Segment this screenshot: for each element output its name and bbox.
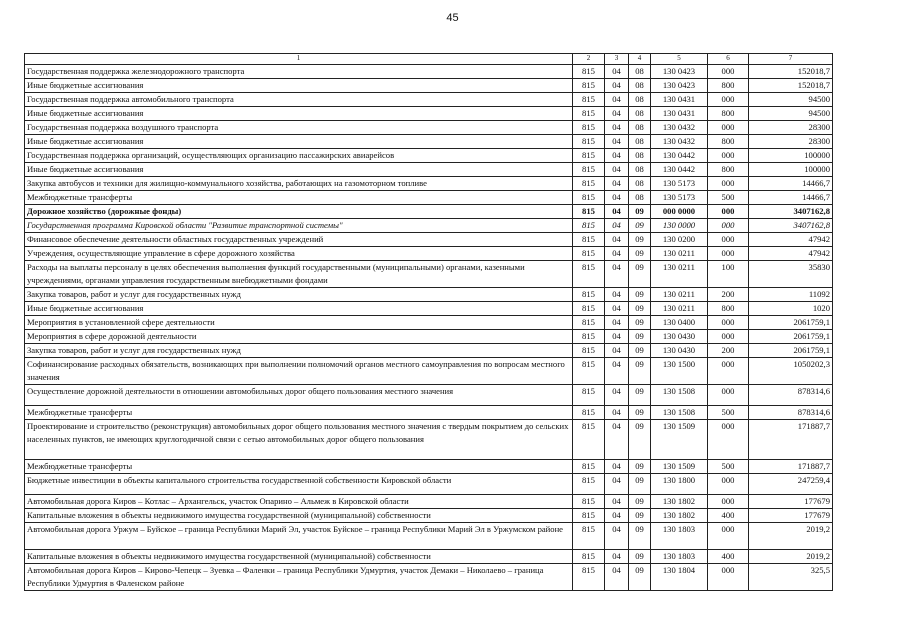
row-code-cell: 815 (573, 79, 605, 93)
row-subsection-cell: 09 (629, 550, 651, 564)
row-expense-type-cell: 000 (708, 93, 749, 107)
row-expense-type-cell: 000 (708, 205, 749, 219)
row-code-cell: 815 (573, 261, 605, 288)
row-name-cell: Межбюджетные трансферты (25, 406, 573, 420)
row-target-item-cell: 130 1800 (651, 474, 708, 495)
row-subsection-cell: 09 (629, 247, 651, 261)
row-amount-cell: 152018,7 (749, 79, 833, 93)
row-amount-cell: 2019,2 (749, 550, 833, 564)
row-code-cell: 815 (573, 358, 605, 385)
row-expense-type-cell: 000 (708, 474, 749, 495)
row-name-cell: Капитальные вложения в объекты недвижимого имущества государственной (муниципальной) собственности (25, 550, 573, 564)
row-name-cell: Автомобильная дорога Киров – Котлас – Архангельск, участок Опарино – Альмеж в Кировской области (25, 495, 573, 509)
row-code-cell: 815 (573, 163, 605, 177)
row-code-cell: 815 (573, 191, 605, 205)
row-target-item-cell: 130 1509 (651, 420, 708, 460)
row-amount-cell: 2061759,1 (749, 330, 833, 344)
row-expense-type-cell: 000 (708, 121, 749, 135)
row-code-cell: 815 (573, 205, 605, 219)
row-expense-type-cell: 800 (708, 135, 749, 149)
row-subsection-cell: 08 (629, 65, 651, 79)
row-section-cell: 04 (605, 550, 629, 564)
row-subsection-cell: 09 (629, 460, 651, 474)
row-target-item-cell: 130 0400 (651, 316, 708, 330)
row-code-cell: 815 (573, 135, 605, 149)
row-amount-cell: 1050202,3 (749, 358, 833, 385)
table-row (25, 121, 833, 135)
row-expense-type-cell: 800 (708, 302, 749, 316)
row-section-cell: 04 (605, 163, 629, 177)
row-target-item-cell: 130 0432 (651, 121, 708, 135)
row-subsection-cell: 09 (629, 302, 651, 316)
table-row (25, 460, 833, 474)
row-code-cell: 815 (573, 316, 605, 330)
row-subsection-cell: 08 (629, 79, 651, 93)
row-name-cell: Закупка автобусов и техники для жилищно-коммунального хозяйства, работающих на газомоторном топливе (25, 177, 573, 191)
row-expense-type-cell: 000 (708, 420, 749, 460)
row-subsection-cell: 09 (629, 495, 651, 509)
row-name-cell: Межбюджетные трансферты (25, 191, 573, 205)
table-row (25, 163, 833, 177)
row-section-cell: 04 (605, 247, 629, 261)
table-row (25, 205, 833, 219)
row-amount-cell: 11092 (749, 288, 833, 302)
row-name-cell: Иные бюджетные ассигнования (25, 79, 573, 93)
table-row (25, 233, 833, 247)
row-target-item-cell: 130 0431 (651, 93, 708, 107)
row-target-item-cell: 130 5173 (651, 177, 708, 191)
row-code-cell: 815 (573, 107, 605, 121)
row-amount-cell: 2061759,1 (749, 316, 833, 330)
row-code-cell: 815 (573, 474, 605, 495)
row-name-cell: Финансовое обеспечение деятельности областных государственных учреждений (25, 233, 573, 247)
table-row (25, 564, 833, 591)
row-expense-type-cell: 100 (708, 261, 749, 288)
row-amount-cell: 3407162,8 (749, 205, 833, 219)
row-name-cell: Софинансирование расходных обязательств, возникающих при выполнении полномочий органов местного самоуправления по вопросам местного значения (25, 358, 573, 385)
row-section-cell: 04 (605, 344, 629, 358)
row-expense-type-cell: 800 (708, 79, 749, 93)
row-target-item-cell: 000 0000 (651, 205, 708, 219)
row-section-cell: 04 (605, 93, 629, 107)
table-row (25, 65, 833, 79)
row-subsection-cell: 08 (629, 149, 651, 163)
row-name-cell: Проектирование и строительство (реконструкция) автомобильных дорог общего пользования местного значения с твердым покрытием до сельских населенных пунктов, не имеющих круглогодичной связи с сетью автомобильных дорог общего пользования (25, 420, 573, 460)
row-expense-type-cell: 500 (708, 406, 749, 420)
row-code-cell: 815 (573, 247, 605, 261)
row-name-cell: Межбюджетные трансферты (25, 460, 573, 474)
row-subsection-cell: 09 (629, 344, 651, 358)
row-target-item-cell: 130 1802 (651, 495, 708, 509)
row-amount-cell: 177679 (749, 509, 833, 523)
row-name-cell: Государственная поддержка автомобильного транспорта (25, 93, 573, 107)
row-expense-type-cell: 000 (708, 65, 749, 79)
row-expense-type-cell: 000 (708, 523, 749, 550)
row-name-cell: Учреждения, осуществляющие управление в сфере дорожного хозяйства (25, 247, 573, 261)
row-expense-type-cell: 400 (708, 509, 749, 523)
row-target-item-cell: 130 5173 (651, 191, 708, 205)
row-expense-type-cell: 000 (708, 316, 749, 330)
row-name-cell: Бюджетные инвестиции в объекты капитального строительства государственной собственности Кировской области (25, 474, 573, 495)
row-section-cell: 04 (605, 420, 629, 460)
row-amount-cell: 878314,6 (749, 385, 833, 406)
table-row (25, 247, 833, 261)
row-expense-type-cell: 800 (708, 107, 749, 121)
row-subsection-cell: 08 (629, 163, 651, 177)
row-section-cell: 04 (605, 564, 629, 591)
table-row (25, 316, 833, 330)
row-section-cell: 04 (605, 121, 629, 135)
row-target-item-cell: 130 0432 (651, 135, 708, 149)
row-code-cell: 815 (573, 177, 605, 191)
row-name-cell: Осуществление дорожной деятельности в отношении автомобильных дорог общего пользования местного значения (25, 385, 573, 406)
row-code-cell: 815 (573, 149, 605, 163)
row-section-cell: 04 (605, 474, 629, 495)
row-section-cell: 04 (605, 330, 629, 344)
table-row (25, 79, 833, 93)
table-row (25, 149, 833, 163)
row-section-cell: 04 (605, 523, 629, 550)
row-name-cell: Расходы на выплаты персоналу в целях обеспечения выполнения функций государственными (муниципальными) органами, казенными учреждениями, органами управления государственным внебюджетными фондами (25, 261, 573, 288)
row-code-cell: 815 (573, 288, 605, 302)
table-row (25, 420, 833, 460)
table-row (25, 302, 833, 316)
row-subsection-cell: 09 (629, 509, 651, 523)
table-row (25, 288, 833, 302)
row-subsection-cell: 09 (629, 474, 651, 495)
column-number-7: 7 (749, 54, 833, 65)
column-number-5: 5 (651, 54, 708, 65)
row-target-item-cell: 130 0211 (651, 261, 708, 288)
row-amount-cell: 94500 (749, 93, 833, 107)
row-name-cell: Закупка товаров, работ и услуг для государственных нужд (25, 344, 573, 358)
row-target-item-cell: 130 0430 (651, 330, 708, 344)
table-row (25, 495, 833, 509)
row-amount-cell: 47942 (749, 233, 833, 247)
table-body (25, 65, 833, 591)
row-code-cell: 815 (573, 495, 605, 509)
row-amount-cell: 152018,7 (749, 65, 833, 79)
row-amount-cell: 878314,6 (749, 406, 833, 420)
row-amount-cell: 28300 (749, 121, 833, 135)
row-subsection-cell: 09 (629, 219, 651, 233)
row-subsection-cell: 09 (629, 330, 651, 344)
row-section-cell: 04 (605, 261, 629, 288)
row-target-item-cell: 130 0442 (651, 163, 708, 177)
row-target-item-cell: 130 1508 (651, 406, 708, 420)
row-code-cell: 815 (573, 219, 605, 233)
row-name-cell: Дорожное хозяйство (дорожные фонды) (25, 205, 573, 219)
row-subsection-cell: 08 (629, 191, 651, 205)
row-code-cell: 815 (573, 550, 605, 564)
row-amount-cell: 100000 (749, 163, 833, 177)
row-name-cell: Иные бюджетные ассигнования (25, 135, 573, 149)
row-target-item-cell: 130 1802 (651, 509, 708, 523)
row-code-cell: 815 (573, 385, 605, 406)
row-expense-type-cell: 000 (708, 564, 749, 591)
row-amount-cell: 325,5 (749, 564, 833, 591)
row-amount-cell: 177679 (749, 495, 833, 509)
row-name-cell: Иные бюджетные ассигнования (25, 302, 573, 316)
row-target-item-cell: 130 1803 (651, 550, 708, 564)
row-name-cell: Автомобильная дорога Киров – Кирово-Чепецк – Зуевка – Фаленки – граница Республики Удмуртия, участок Демаки – Николаево – граница Республики Удмуртия в Фаленском районе (25, 564, 573, 591)
row-section-cell: 04 (605, 205, 629, 219)
row-target-item-cell: 130 0211 (651, 247, 708, 261)
table-row (25, 107, 833, 121)
row-subsection-cell: 09 (629, 523, 651, 550)
row-section-cell: 04 (605, 509, 629, 523)
row-expense-type-cell: 000 (708, 219, 749, 233)
table-row (25, 191, 833, 205)
row-expense-type-cell: 000 (708, 385, 749, 406)
table-row (25, 474, 833, 495)
row-target-item-cell: 130 0211 (651, 288, 708, 302)
row-section-cell: 04 (605, 177, 629, 191)
row-amount-cell: 14466,7 (749, 177, 833, 191)
budget-table (24, 53, 833, 591)
table-row (25, 177, 833, 191)
row-target-item-cell: 130 0211 (651, 302, 708, 316)
row-section-cell: 04 (605, 65, 629, 79)
row-target-item-cell: 130 1803 (651, 523, 708, 550)
row-section-cell: 04 (605, 460, 629, 474)
row-expense-type-cell: 500 (708, 191, 749, 205)
row-subsection-cell: 09 (629, 205, 651, 219)
row-expense-type-cell: 000 (708, 330, 749, 344)
row-target-item-cell: 130 0423 (651, 79, 708, 93)
row-amount-cell: 3407162,8 (749, 219, 833, 233)
column-number-2: 2 (573, 54, 605, 65)
row-expense-type-cell: 000 (708, 247, 749, 261)
row-subsection-cell: 09 (629, 316, 651, 330)
row-section-cell: 04 (605, 406, 629, 420)
row-target-item-cell: 130 0442 (651, 149, 708, 163)
row-name-cell: Автомобильная дорога Уржум – Буйское – граница Республики Марий Эл, участок Буйское – граница Республики Марий Эл в Уржумском районе (25, 523, 573, 550)
row-target-item-cell: 130 1804 (651, 564, 708, 591)
row-expense-type-cell: 000 (708, 233, 749, 247)
row-code-cell: 815 (573, 460, 605, 474)
row-name-cell: Мероприятия в сфере дорожной деятельности (25, 330, 573, 344)
row-amount-cell: 94500 (749, 107, 833, 121)
row-expense-type-cell: 400 (708, 550, 749, 564)
table-row (25, 135, 833, 149)
row-subsection-cell: 09 (629, 358, 651, 385)
table-row (25, 330, 833, 344)
table-row (25, 509, 833, 523)
row-name-cell: Иные бюджетные ассигнования (25, 163, 573, 177)
row-target-item-cell: 130 1500 (651, 358, 708, 385)
row-section-cell: 04 (605, 385, 629, 406)
row-code-cell: 815 (573, 344, 605, 358)
row-subsection-cell: 08 (629, 93, 651, 107)
row-expense-type-cell: 000 (708, 149, 749, 163)
table-row (25, 385, 833, 406)
row-target-item-cell: 130 0200 (651, 233, 708, 247)
page-number: 45 (446, 12, 459, 24)
row-name-cell: Закупка товаров, работ и услуг для государственных нужд (25, 288, 573, 302)
row-subsection-cell: 09 (629, 564, 651, 591)
row-subsection-cell: 08 (629, 177, 651, 191)
row-section-cell: 04 (605, 302, 629, 316)
row-amount-cell: 14466,7 (749, 191, 833, 205)
row-code-cell: 815 (573, 233, 605, 247)
table-row (25, 219, 833, 233)
row-amount-cell: 28300 (749, 135, 833, 149)
row-section-cell: 04 (605, 233, 629, 247)
row-amount-cell: 100000 (749, 149, 833, 163)
row-target-item-cell: 130 0430 (651, 344, 708, 358)
row-subsection-cell: 08 (629, 107, 651, 121)
column-number-1: 1 (25, 54, 573, 65)
row-expense-type-cell: 000 (708, 495, 749, 509)
column-number-6: 6 (708, 54, 749, 65)
row-name-cell: Мероприятия в установленной сфере деятельности (25, 316, 573, 330)
row-section-cell: 04 (605, 495, 629, 509)
row-section-cell: 04 (605, 316, 629, 330)
row-expense-type-cell: 200 (708, 344, 749, 358)
row-code-cell: 815 (573, 509, 605, 523)
row-amount-cell: 2061759,1 (749, 344, 833, 358)
table-row (25, 406, 833, 420)
row-target-item-cell: 130 0431 (651, 107, 708, 121)
row-amount-cell: 1020 (749, 302, 833, 316)
row-section-cell: 04 (605, 191, 629, 205)
row-code-cell: 815 (573, 564, 605, 591)
row-target-item-cell: 130 0423 (651, 65, 708, 79)
table-row (25, 261, 833, 288)
row-amount-cell: 2019,2 (749, 523, 833, 550)
table-row (25, 93, 833, 107)
row-section-cell: 04 (605, 107, 629, 121)
row-name-cell: Государственная программа Кировской области "Развитие транспортной системы" (25, 219, 573, 233)
row-section-cell: 04 (605, 358, 629, 385)
row-subsection-cell: 09 (629, 288, 651, 302)
row-amount-cell: 171887,7 (749, 420, 833, 460)
column-number-row (25, 54, 833, 65)
row-code-cell: 815 (573, 121, 605, 135)
row-code-cell: 815 (573, 302, 605, 316)
row-code-cell: 815 (573, 420, 605, 460)
row-code-cell: 815 (573, 523, 605, 550)
column-number-4: 4 (629, 54, 651, 65)
row-subsection-cell: 08 (629, 121, 651, 135)
row-code-cell: 815 (573, 65, 605, 79)
row-subsection-cell: 09 (629, 261, 651, 288)
row-subsection-cell: 09 (629, 420, 651, 460)
row-subsection-cell: 09 (629, 406, 651, 420)
row-expense-type-cell: 800 (708, 163, 749, 177)
table-row (25, 344, 833, 358)
row-code-cell: 815 (573, 406, 605, 420)
row-name-cell: Государственная поддержка воздушного транспорта (25, 121, 573, 135)
row-subsection-cell: 09 (629, 385, 651, 406)
row-section-cell: 04 (605, 219, 629, 233)
row-amount-cell: 35830 (749, 261, 833, 288)
row-expense-type-cell: 200 (708, 288, 749, 302)
row-section-cell: 04 (605, 135, 629, 149)
row-section-cell: 04 (605, 149, 629, 163)
row-section-cell: 04 (605, 79, 629, 93)
row-section-cell: 04 (605, 288, 629, 302)
row-name-cell: Государственная поддержка организаций, осуществляющих организацию пассажирских авиарейсов (25, 149, 573, 163)
row-code-cell: 815 (573, 93, 605, 107)
row-name-cell: Государственная поддержка железнодорожного транспорта (25, 65, 573, 79)
table-row (25, 523, 833, 550)
row-amount-cell: 247259,4 (749, 474, 833, 495)
row-expense-type-cell: 000 (708, 177, 749, 191)
row-expense-type-cell: 000 (708, 358, 749, 385)
row-code-cell: 815 (573, 330, 605, 344)
row-subsection-cell: 09 (629, 233, 651, 247)
row-target-item-cell: 130 0000 (651, 219, 708, 233)
row-name-cell: Капитальные вложения в объекты недвижимого имущества государственной (муниципальной) собственности (25, 509, 573, 523)
row-target-item-cell: 130 1509 (651, 460, 708, 474)
row-amount-cell: 171887,7 (749, 460, 833, 474)
column-number-3: 3 (605, 54, 629, 65)
table-row (25, 550, 833, 564)
row-name-cell: Иные бюджетные ассигнования (25, 107, 573, 121)
row-subsection-cell: 08 (629, 135, 651, 149)
table-row (25, 358, 833, 385)
row-amount-cell: 47942 (749, 247, 833, 261)
row-target-item-cell: 130 1508 (651, 385, 708, 406)
row-expense-type-cell: 500 (708, 460, 749, 474)
